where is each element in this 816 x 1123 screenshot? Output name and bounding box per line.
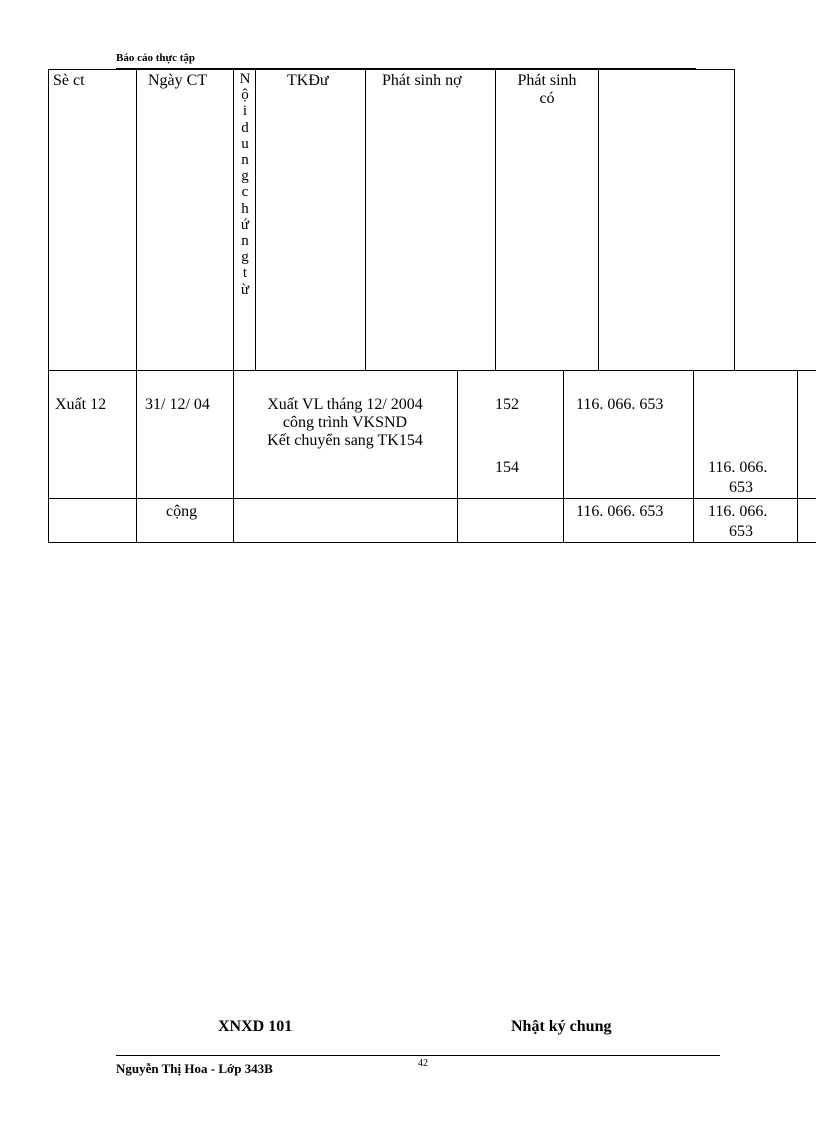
col-divider (495, 69, 496, 370)
col-divider (365, 69, 366, 370)
row1-ps-no: 116. 066. 653 (576, 396, 664, 413)
row1-ps-co-line1: 116. 066. (708, 459, 768, 476)
col-header-ngay-ct: Ngày CT (148, 72, 208, 89)
page-number: 42 (418, 1058, 428, 1069)
row1-tk-154: 154 (495, 459, 519, 476)
total-ps-co-line2: 653 (729, 523, 753, 540)
footer-author: Nguyễn Thị Hoa - Lớp 343B (116, 1061, 273, 1076)
total-ps-no: 116. 066. 653 (576, 503, 664, 520)
report-title: Báo cáo thực tập (116, 52, 196, 64)
row1-desc-line2: công trình VKSND (282, 414, 408, 431)
col-header-tkdu: TKĐư (287, 72, 329, 89)
col-divider (797, 370, 798, 543)
row1-tk-152: 152 (495, 396, 519, 413)
col-divider (598, 69, 599, 370)
row1-so-ct: Xuất 12 (55, 396, 107, 413)
header-bottom-border (48, 370, 816, 371)
total-label: cộng (166, 503, 198, 520)
row1-desc-line3: Kết chuyển sang TK154 (267, 432, 423, 449)
col-header-ps-co: Phát sinh có (517, 72, 577, 107)
row1-desc-line1: Xuất VL tháng 12/ 2004 (267, 396, 423, 413)
table-top-border (48, 69, 735, 70)
footer-rule (116, 1055, 720, 1056)
col-divider (693, 370, 694, 543)
col-divider (136, 69, 137, 543)
row1-ps-co-line2: 653 (729, 479, 753, 496)
col-divider (563, 370, 564, 543)
row1-ngay-ct: 31/ 12/ 04 (145, 396, 210, 413)
table-bottom-border (48, 542, 816, 543)
footer-unit: XNXD 101 (218, 1018, 293, 1035)
col-divider (255, 69, 256, 370)
col-header-so-ct: Sè ct (53, 72, 85, 89)
table-left-border (48, 69, 49, 543)
col-header-ps-no: Phát sinh nợ (382, 72, 462, 89)
total-ps-co-line1: 116. 066. (708, 503, 768, 520)
footer-section: Nhật ký chung (511, 1018, 612, 1035)
col-header-noi-dung: N ộ i d u n g c h ứ n g t ừ (239, 71, 251, 298)
col-divider (734, 69, 735, 370)
col-divider (233, 69, 234, 543)
col-divider (457, 370, 458, 543)
row1-bottom-border (48, 498, 816, 499)
